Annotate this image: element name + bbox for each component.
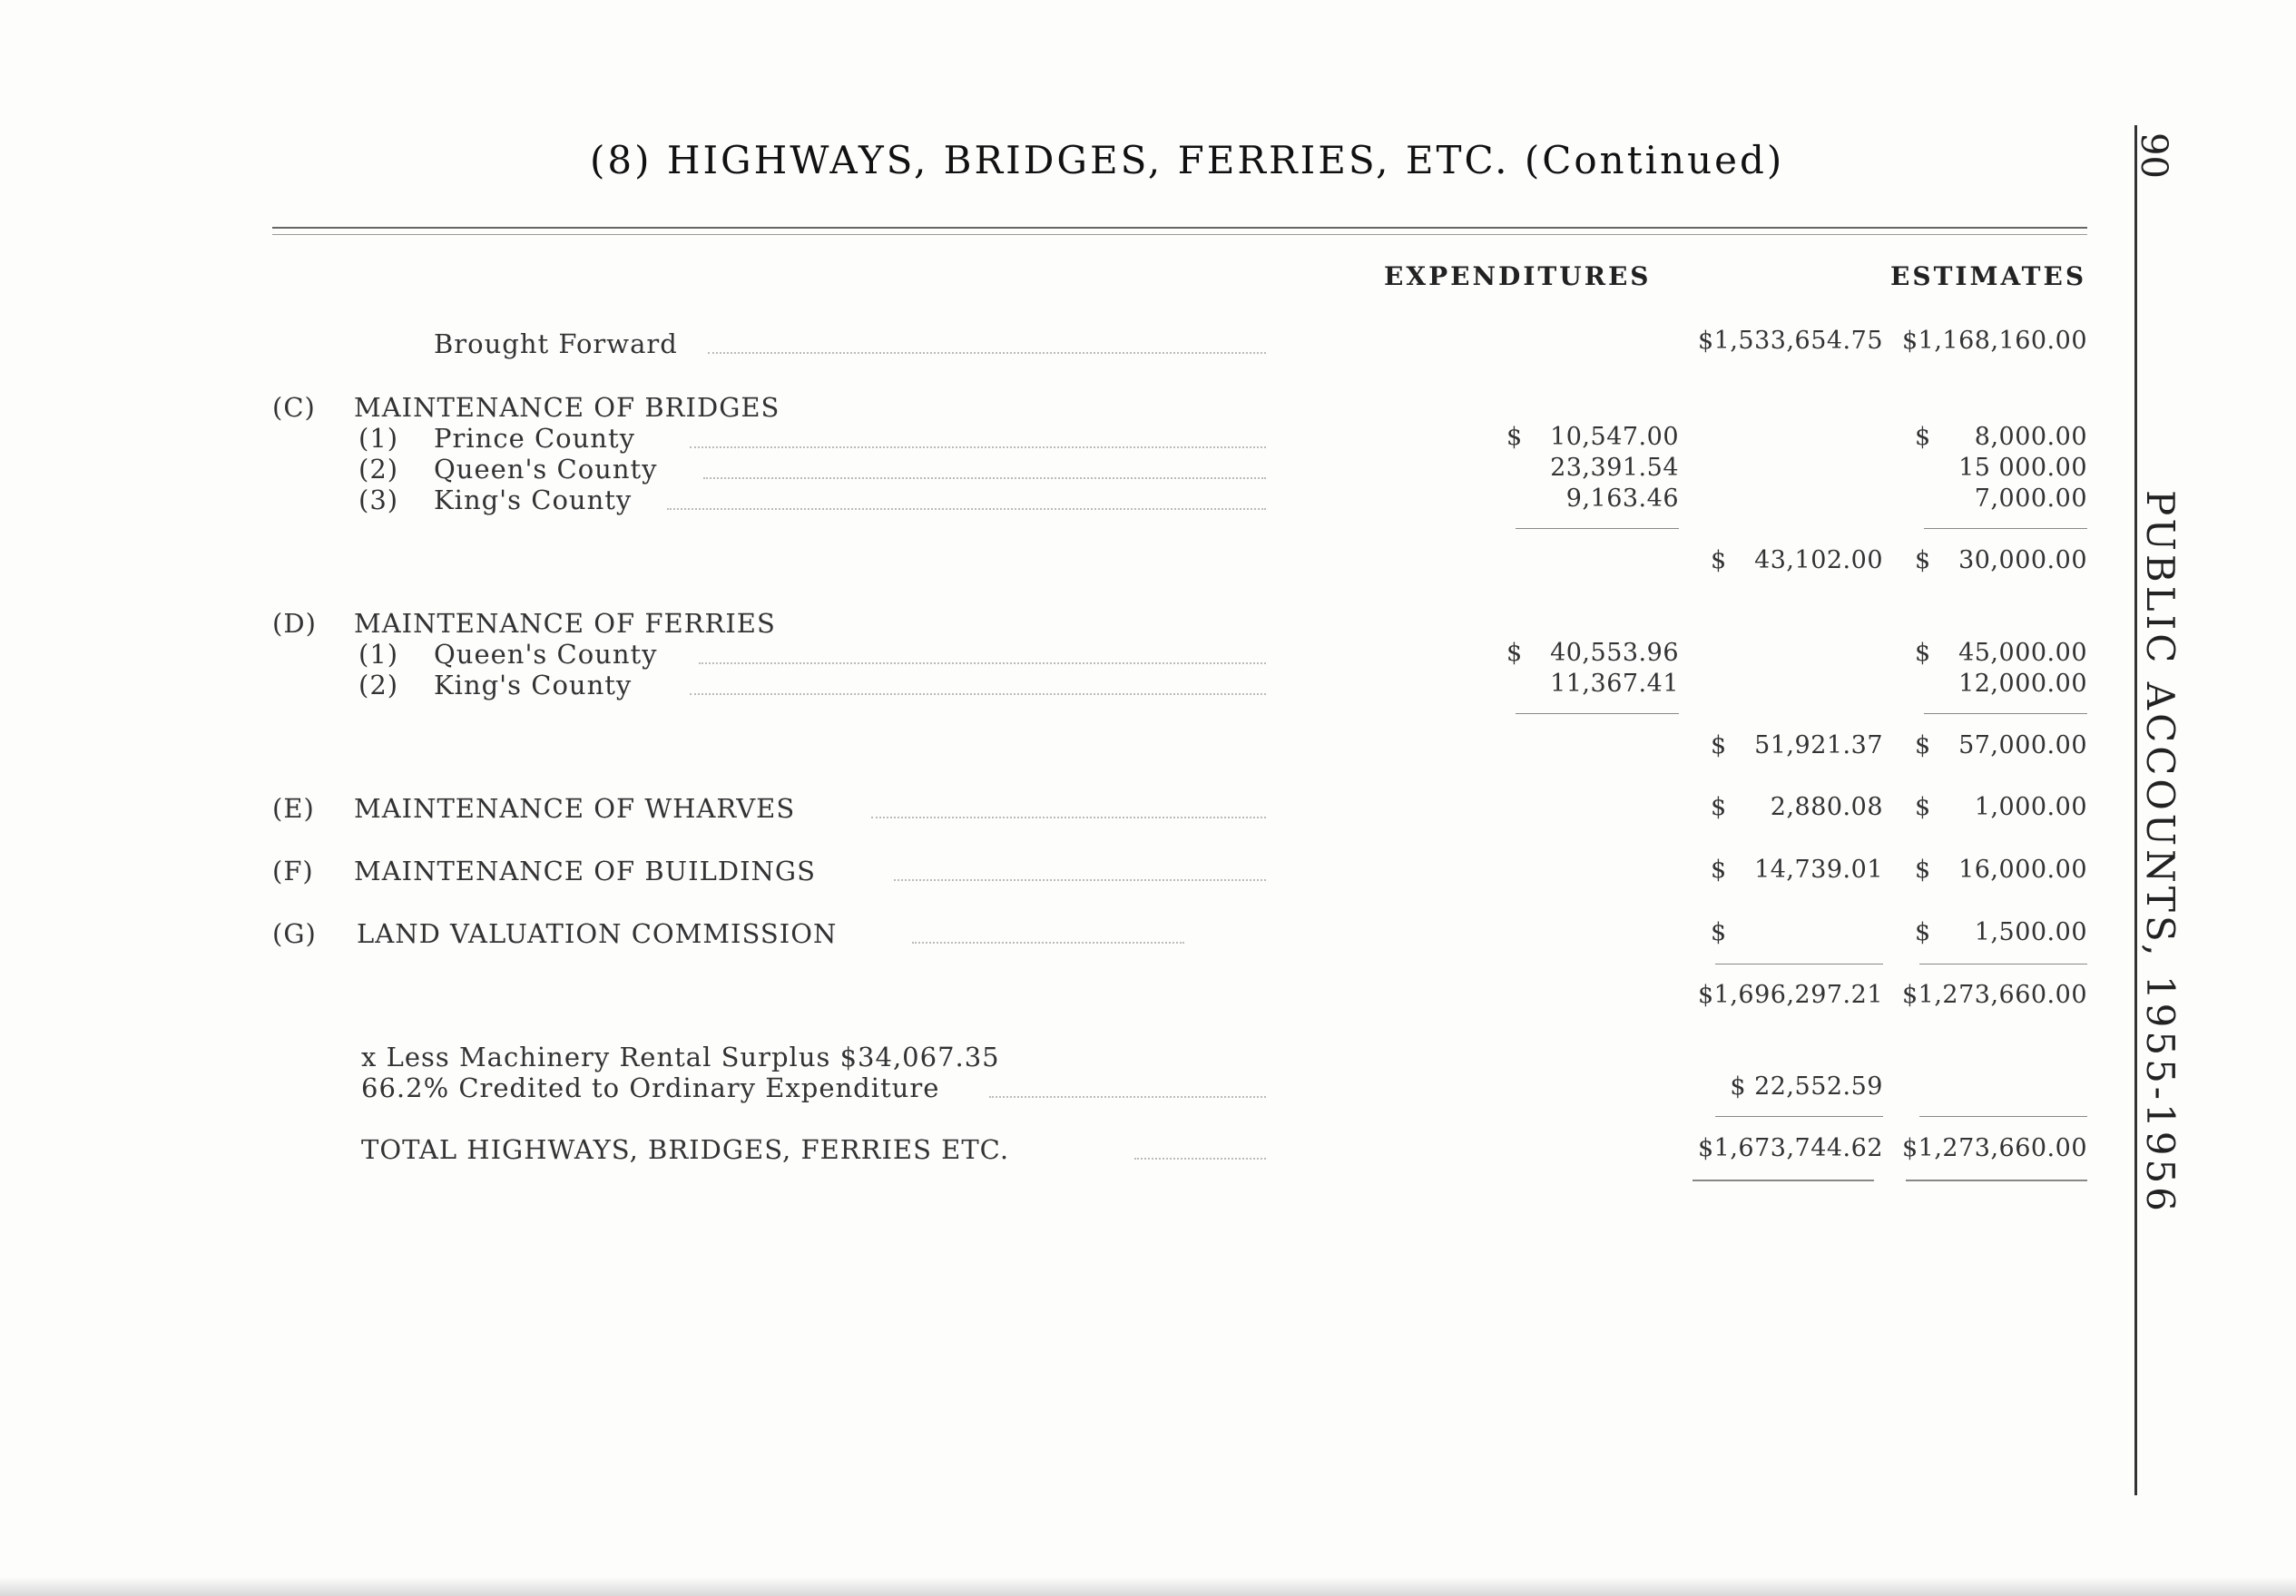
total-estimate: $1,273,660.00 <box>1901 1134 2087 1162</box>
less-line-2: 66.2% Credited to Ordinary Expenditure <box>361 1072 940 1103</box>
dollar-sign: $ <box>1915 546 1931 574</box>
buildings-estimate: 16,000.00 <box>1958 856 2087 884</box>
bridges-item-num: (2) <box>358 454 399 485</box>
subtotal-rule <box>1924 528 2087 529</box>
bridges-item-label: Prince County <box>434 423 635 454</box>
brought-forward-estimate: $1,168,160.00 <box>1901 327 2087 355</box>
side-title: PUBLIC ACCOUNTS, 1955-1956 <box>2138 490 2183 1215</box>
title-rule-top <box>272 227 2087 229</box>
leader-dots <box>989 1096 1266 1098</box>
ferries-item-estimate: 45,000.00 <box>1958 639 2087 667</box>
less-amount: $ 22,552.59 <box>1730 1072 1883 1101</box>
wharves-heading: MAINTENANCE OF WHARVES <box>354 793 796 824</box>
subtotal-estimate: $1,273,660.00 <box>1901 981 2087 1009</box>
leader-dots <box>1134 1158 1266 1160</box>
bridges-item-amount: 10,547.00 <box>1550 423 1679 451</box>
total-label: TOTAL HIGHWAYS, BRIDGES, FERRIES ETC. <box>361 1134 1010 1165</box>
bridges-item-estimate: 15 000.00 <box>1958 454 2087 482</box>
ferries-item-num: (1) <box>358 639 399 670</box>
page-title: (8) HIGHWAYS, BRIDGES, FERRIES, ETC. (Continued) <box>590 138 1785 182</box>
dollar-sign: $ <box>1711 918 1727 946</box>
total-expenditure: $1,673,744.62 <box>1697 1134 1883 1162</box>
bridges-item-estimate: 8,000.00 <box>1974 423 2087 451</box>
subtotal-rule <box>1919 1116 2087 1117</box>
subtotal-expenditure: $1,696,297.21 <box>1697 981 1883 1009</box>
total-rule <box>1906 1180 2087 1181</box>
expenditures-header: EXPENDITURES <box>1384 261 1652 291</box>
bridges-total-expenditure: 43,102.00 <box>1754 546 1883 574</box>
dollar-sign: $ <box>1711 731 1727 759</box>
bridges-total-estimate: 30,000.00 <box>1958 546 2087 574</box>
ferries-heading: MAINTENANCE OF FERRIES <box>354 608 776 639</box>
bridges-item-label: King's County <box>434 485 633 515</box>
ferries-total-estimate: 57,000.00 <box>1958 731 2087 759</box>
bridges-item-amount: 23,391.54 <box>1550 454 1679 482</box>
ferries-item-num: (2) <box>358 670 399 700</box>
subtotal-rule <box>1924 713 2087 714</box>
ferries-item-label: King's County <box>434 670 633 700</box>
leader-dots <box>703 477 1266 479</box>
ferries-item-estimate: 12,000.00 <box>1958 670 2087 698</box>
subtotal-rule <box>1715 1116 1883 1117</box>
dollar-sign: $ <box>1915 639 1931 667</box>
wharves-expenditure: 2,880.08 <box>1770 793 1883 821</box>
land-letter: (G) <box>272 918 317 949</box>
bridges-letter: (C) <box>272 392 316 423</box>
dollar-sign: $ <box>1915 856 1931 884</box>
dollar-sign: $ <box>1711 546 1727 574</box>
subtotal-rule <box>1516 713 1679 714</box>
estimates-header: ESTIMATES <box>1890 261 2087 291</box>
ferries-total-expenditure: 51,921.37 <box>1754 731 1883 759</box>
bridges-item-num: (1) <box>358 423 399 454</box>
page-number: 90 <box>2133 132 2174 179</box>
bridges-item-num: (3) <box>358 485 399 515</box>
dollar-sign: $ <box>1915 918 1931 946</box>
dollar-sign: $ <box>1915 423 1931 451</box>
wharves-estimate: 1,000.00 <box>1974 793 2087 821</box>
ferries-item-label: Queen's County <box>434 639 658 670</box>
title-rule-bottom <box>272 234 2087 235</box>
leader-dots <box>871 817 1266 818</box>
leader-dots <box>912 942 1184 944</box>
dollar-sign: $ <box>1711 793 1727 821</box>
dollar-sign: $ <box>1915 731 1931 759</box>
dollar-sign: $ <box>1506 639 1523 667</box>
leader-dots <box>690 446 1266 448</box>
total-rule <box>1693 1180 1874 1181</box>
ferries-item-amount: 11,367.41 <box>1550 670 1679 698</box>
buildings-letter: (F) <box>272 856 314 886</box>
leader-dots <box>667 508 1266 510</box>
dollar-sign: $ <box>1711 856 1727 884</box>
margin-rule <box>2134 125 2137 1495</box>
bridges-item-estimate: 7,000.00 <box>1974 485 2087 513</box>
buildings-expenditure: 14,739.01 <box>1754 856 1883 884</box>
dollar-sign: $ <box>1506 423 1523 451</box>
buildings-heading: MAINTENANCE OF BUILDINGS <box>354 856 816 886</box>
ferries-item-amount: 40,553.96 <box>1550 639 1679 667</box>
leader-dots <box>708 352 1266 354</box>
scan-edge-shadow <box>0 1577 2296 1596</box>
land-estimate: 1,500.00 <box>1974 918 2087 946</box>
leader-dots <box>690 693 1266 695</box>
dollar-sign: $ <box>1915 793 1931 821</box>
leader-dots <box>894 879 1266 881</box>
brought-forward-label: Brought Forward <box>434 328 678 359</box>
less-line-1: x Less Machinery Rental Surplus $34,067.35 <box>361 1042 1000 1072</box>
bridges-item-label: Queen's County <box>434 454 658 485</box>
leader-dots <box>699 662 1266 664</box>
wharves-letter: (E) <box>272 793 315 824</box>
land-heading: LAND VALUATION COMMISSION <box>357 918 838 949</box>
ferries-letter: (D) <box>272 608 317 639</box>
brought-forward-expenditure: $1,533,654.75 <box>1697 327 1883 355</box>
bridges-heading: MAINTENANCE OF BRIDGES <box>354 392 780 423</box>
bridges-item-amount: 9,163.46 <box>1565 485 1679 513</box>
subtotal-rule <box>1516 528 1679 529</box>
